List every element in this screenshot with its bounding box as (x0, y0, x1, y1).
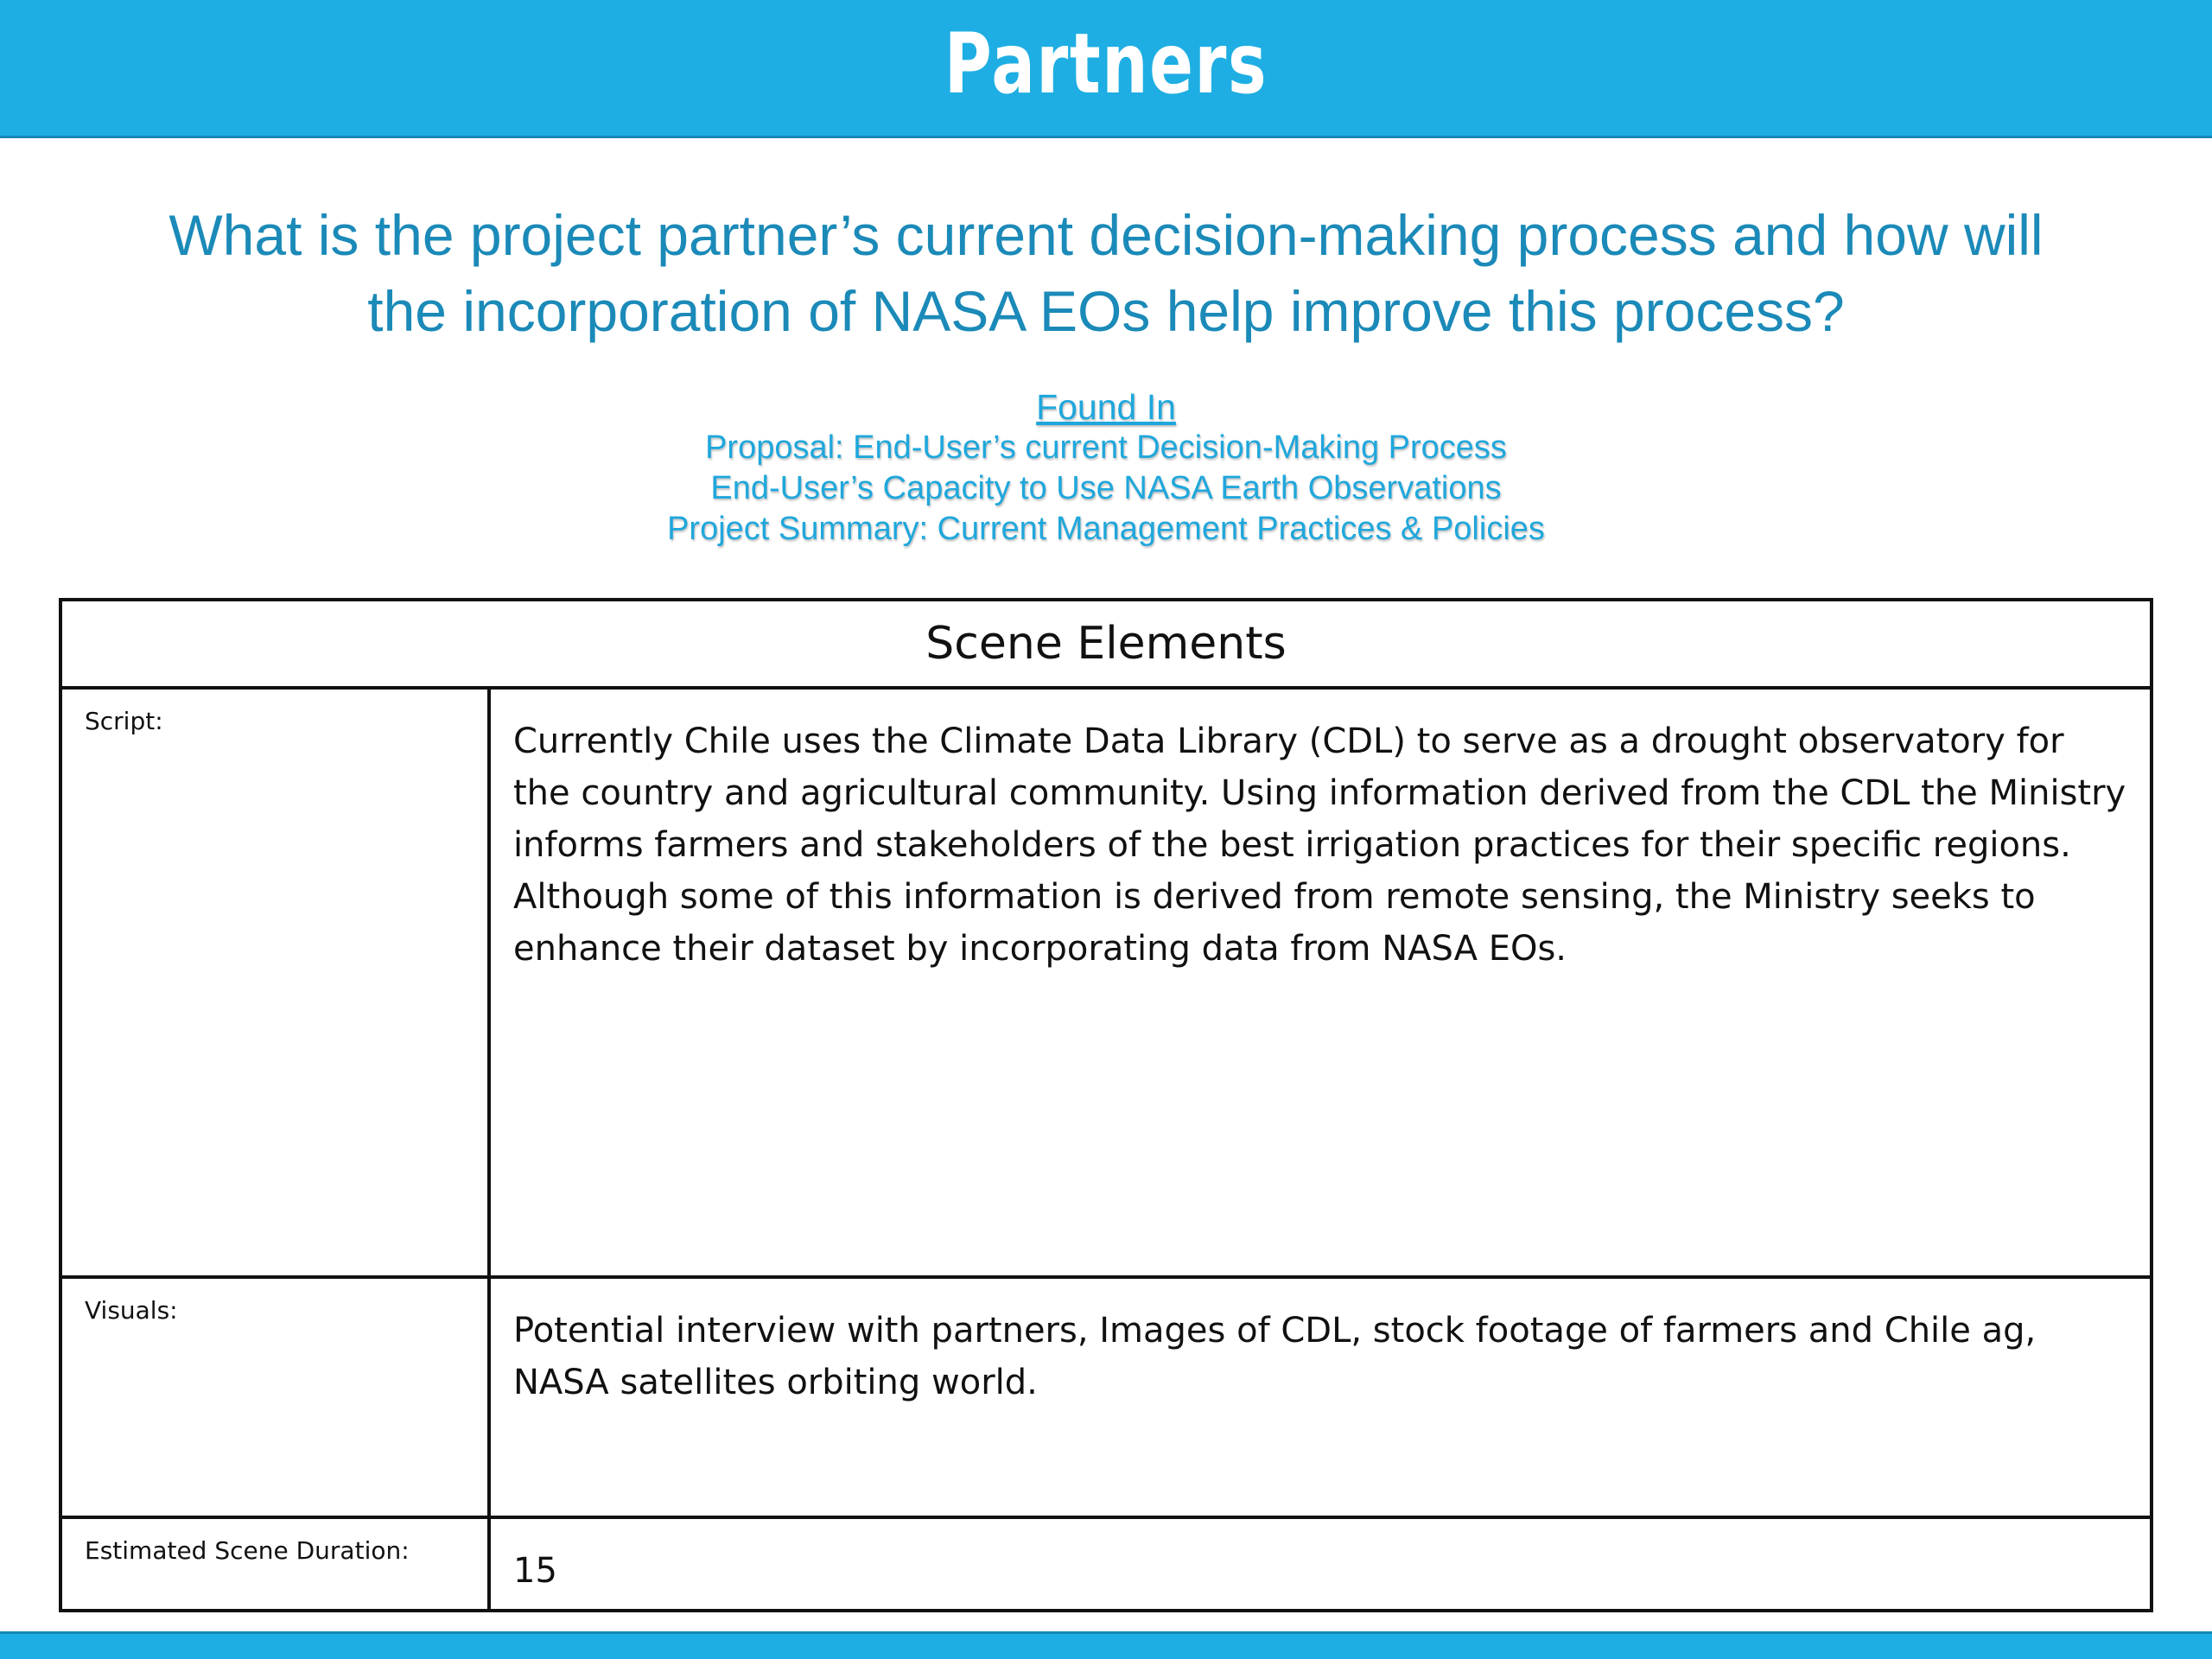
found-in-item: Project Summary: Current Management Practices & Policies (667, 511, 1545, 547)
script-label: Script: (62, 690, 491, 1275)
found-in-item: Proposal: End-User’s current Decision-Making Process (705, 429, 1507, 466)
visuals-text: Potential interview with partners, Images of CDL, stock footage of farmers and Chile ag, NASA satellites orbiting world. (513, 1311, 2037, 1402)
found-in-item: End-User’s Capacity to Use NASA Earth Observations (710, 470, 1502, 506)
guiding-question (69, 197, 2143, 349)
scene-elements-table (59, 598, 2153, 1612)
table-row-duration (62, 1519, 2150, 1609)
question-line-1: What is the project partner’s current decision-making process and how will (168, 203, 2044, 267)
duration-label: Estimated Scene Duration: (62, 1519, 491, 1609)
table-row-script (62, 690, 2150, 1279)
table-title: Scene Elements (62, 601, 2150, 690)
slide-title: Partners (944, 16, 1268, 112)
visuals-label: Visuals: (62, 1279, 491, 1516)
script-text: Currently Chile uses the Climate Data Library (CDL) to serve as a drought observatory for the country and agricultural community. Using information derived from the CDL the Ministry informs farmers and stakeholders of the best irrigation practices for their specific regions. Although some of this information is derived from remote sensing, the Ministry seeks to enhance their dataset by incorporating data from NASA EOs. (513, 721, 2126, 969)
found-in-section (0, 387, 2212, 550)
table-row-visuals (62, 1279, 2150, 1519)
duration-value: 15 (513, 1551, 557, 1591)
title-banner (0, 0, 2212, 138)
question-line-2: the incorporation of NASA EOs help improve this process? (367, 279, 1845, 343)
found-in-heading: Found In (1036, 387, 1176, 427)
footer-banner (0, 1631, 2212, 1659)
